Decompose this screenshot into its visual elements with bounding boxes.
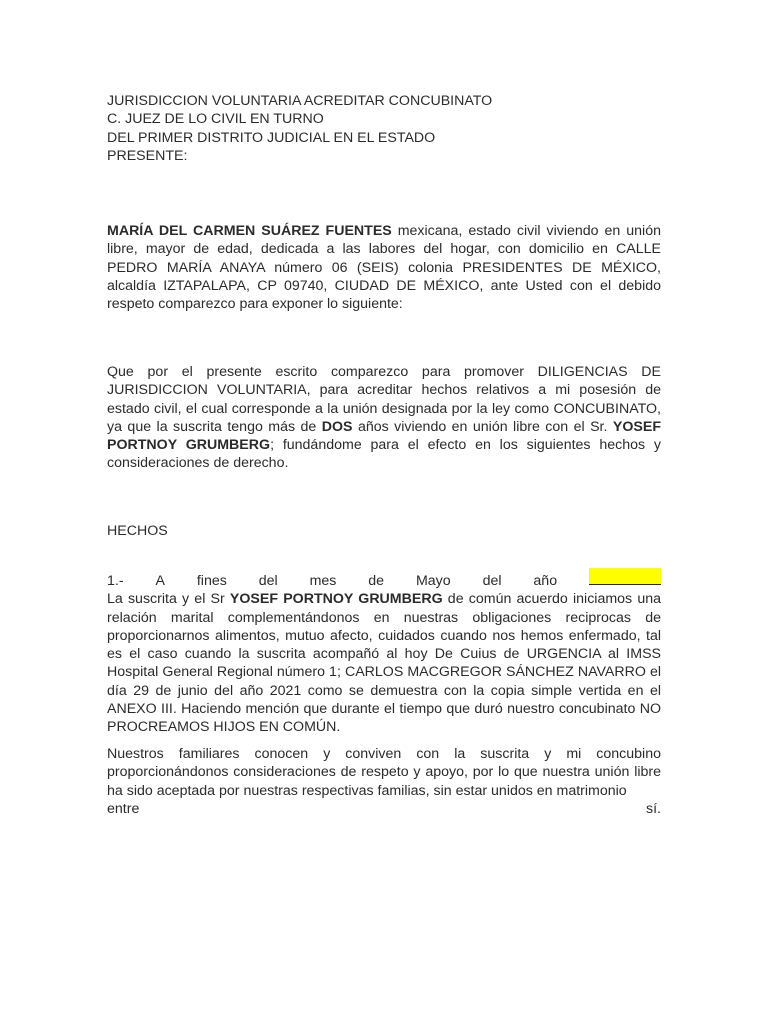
word: entre [107, 800, 140, 817]
hecho-1-text [107, 590, 661, 736]
word: fines [196, 573, 227, 589]
word: Mayo [415, 573, 451, 589]
year-blank-field[interactable] [589, 568, 661, 585]
paragraph-text: años viviendo en unión libre con el Sr. [352, 418, 613, 435]
paragraph-promocion [107, 363, 661, 473]
word: de [368, 573, 385, 589]
hecho-1-first-line [107, 568, 661, 590]
concubino-name: YOSEF PORTNOY GRUMBERG [229, 591, 443, 608]
header-line-3: DEL PRIMER DISTRITO JUDICIAL EN EL ESTADO [107, 129, 436, 146]
paragraph-text: mexicana, estado civil viviendo en unión libre, mayor de edad, dedicada a las labores del hogar, con domicilio en CALLE PEDRO MARÍA ANAYA número 06 (SEIS) colonia PRESIDENTES DE MÉXICO, alcaldía IZTAPALAPA, CP 09740, CIUDAD DE MÉXICO, ante Usted con el debido respeto comparezco para exponer lo siguiente: [107, 223, 661, 313]
paragraph-text: La suscrita y el Sr [107, 591, 230, 608]
last-line [107, 800, 661, 818]
document-header [107, 92, 661, 165]
header-line-4: PRESENTE: [107, 147, 188, 164]
paragraph-familiares [107, 745, 661, 818]
paragraph-text: Nuestros familiares conocen y conviven con la suscrita y mi concubino proporcionándonos consideraciones de respeto y apoyo, por lo que nuestra unión libre ha sido aceptada por nuestras respectivas familias, sin estar unidos en matrimonio [107, 746, 661, 799]
word: del [482, 573, 502, 589]
paragraph-text: Que por el presente escrito comparezco para promover DILIGENCIAS DE JURISDICCION VOLUNTARIA, para acreditar hechos relativos a mi posesión de estado civil, el cual corresponde a la unión designada por la ley como CONCUBINATO, ya que la suscrita tengo más de [107, 364, 661, 435]
header-line-1: JURISDICCION VOLUNTARIA ACREDITAR CONCUBINATO [107, 93, 493, 109]
bold-term: DOS [321, 418, 353, 435]
section-title-hechos: HECHOS [107, 523, 168, 539]
word: año [533, 573, 558, 589]
promovente-name: MARÍA DEL CARMEN SUÁREZ FUENTES [107, 223, 392, 239]
paragraph-hecho-1 [107, 568, 661, 737]
paragraph-text: ; fundándome para el efecto en los siguientes hechos y consideraciones de derecho. [107, 437, 661, 472]
word: A [155, 573, 165, 589]
header-line-2: C. JUEZ DE LO CIVIL EN TURNO [107, 111, 324, 128]
word: mes [309, 573, 337, 589]
concubino-name: YOSEF PORTNOY GRUMBERG [107, 418, 661, 454]
paragraph-comparecencia [107, 222, 661, 313]
word: del [258, 573, 278, 589]
word: sí. [646, 800, 661, 817]
word: 1.- [107, 573, 124, 589]
paragraph-text: de común acuerdo iniciamos una relación marital complementándonos en nuestras obligaciones reciprocas de proporcionarnos alimentos, mutuo afecto, cuidados cuando nos hemos enfermado, tal es el caso cuando la suscrita acompañó al hoy De Cuius de URGENCIA al IMSS Hospital General Regional número 1; CARLOS MACGREGOR SÁNCHEZ NAVARRO el día 29 de junio del año 2021 como se demuestra con la copia simple vertida en el ANEXO III. Haciendo mención que durante el tiempo que duró nuestro concubinato NO PROCREAMOS HIJOS EN COMÚN. [107, 591, 661, 736]
